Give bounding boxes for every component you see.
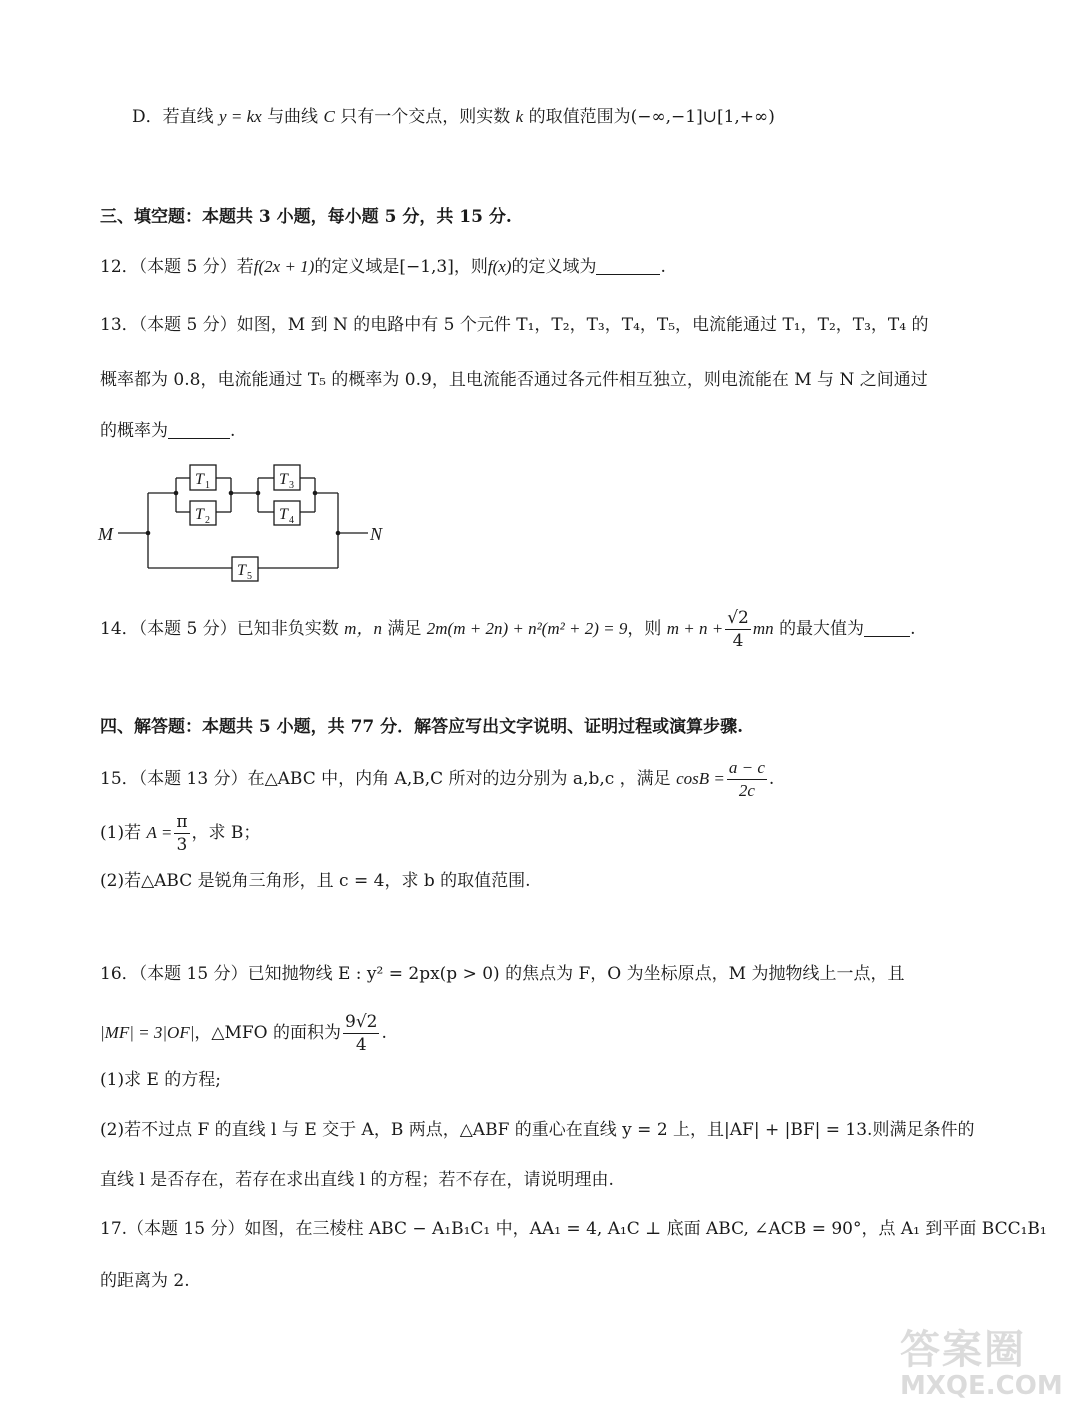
junction-dot [313,491,318,496]
question-12: 12．（本题 5 分）若f(2x + 1)的定义域是[−1,3]，则f(x)的定义域为 . [100,257,666,277]
label-t1-sub: 1 [205,480,210,491]
question-15: 15．（本题 13 分）在△ABC 中，内角 A,B,C 所对的边分别为 a,b,c ，满足 cosB = $\frac{a - c}{2c}$ . [100,758,775,800]
question-13-line-1: 13．（本题 5 分）如图，M 到 N 的电路中有 5 个元件 T₁，T₂，T₃，T₄，T₅，电流能通过 T₁，T₂，T₃，T₄ 的 [100,315,929,335]
fraction-sqrt2-over-4: $\frac{√2}{4}$ [727,608,749,651]
answer-blank-14 [864,618,910,637]
label-t2-sub: 2 [205,515,210,526]
question-16-line-2: |MF| = 3|OF|，△MFO 的面积为 $\frac{9√2}{4}$ . [100,1012,387,1055]
label-t4: T [279,506,288,523]
junction-dot [229,491,234,496]
label-t5-sub: 5 [247,571,252,582]
junction-dot [174,491,179,496]
label-t1: T [195,471,204,488]
question-13-line-3: 的概率为 . [100,421,236,441]
label-t3-sub: 3 [289,480,294,491]
question-16-line-1: 16．（本题 15 分）已知抛物线 E : y² = 2px(p > 0) 的焦点为 F，O 为坐标原点，M 为抛物线上一点，且 [100,964,905,984]
fraction-9sqrt2-over-4: $\frac{9√2}{4}$ [345,1012,378,1055]
label-m: M [98,524,113,544]
fraction-pi-over-3: $\frac{\pi}{3}$ [176,812,188,855]
junction-dot [336,531,341,536]
junction-dot [146,531,151,536]
question-13-line-2: 概率都为 0.8，电流能通过 T₅ 的概率为 0.9，且电流能否通过各元件相互独立，则电流能在 M 与 N 之间通过 [100,370,928,390]
watermark-text: 答案圈 [900,1327,1026,1373]
question-17-line-1: 17.（本题 15 分）如图，在三棱柱 ABC − A₁B₁C₁ 中，AA₁ = 4, A₁C ⊥ 底面 ABC, ∠ACB = 90°，点 A₁ 到平面 BCC₁B₁ [100,1219,1047,1239]
fraction-a-minus-c-over-2c: $\frac{a - c}{2c}$ [728,758,765,800]
question-16-part-1: (1)求 E 的方程; [100,1070,222,1090]
answer-blank-12 [596,256,660,275]
question-17-line-2: 的距离为 2. [100,1271,190,1291]
section-3-title: 三、填空题：本题共 3 小题，每小题 5 分，共 15 分. [100,207,512,227]
section-4-title: 四、解答题：本题共 5 小题，共 77 分．解答应写出文字说明、证明过程或演算步骤. [100,717,744,737]
watermark-url: MXQE.COM [900,1371,1063,1401]
circuit-diagram [96,452,396,587]
label-t4-sub: 4 [289,515,294,526]
question-15-part-2: (2)若△ABC 是锐角三角形，且 c = 4，求 b 的取值范围. [100,871,531,891]
junction-dot [256,491,261,496]
question-15-part-1: (1)若 A = $\frac{\pi}{3}$ ，求 B； [100,812,261,855]
question-16-part-2-line-1: (2)若不过点 F 的直线 l 与 E 交于 A，B 两点，△ABF 的重心在直线 y = 2 上，且|AF| + |BF| = 13.则满足条件的 [100,1120,975,1140]
label-t3: T [279,471,288,488]
option-d: D．若直线 y = kx 与曲线 C 只有一个交点，则实数 k 的取值范围为(−∞,−1]∪[1,+∞) [132,107,775,127]
answer-blank-13 [168,420,230,439]
question-14: 14．（本题 5 分）已知非负实数 m，n 满足 2m(m + 2n) + n²(m² + 2) = 9，则 m + n + $\frac{√2}{4}$ mn 的最大值为 . [100,608,916,651]
label-n: N [370,524,383,544]
watermark-logo [900,1318,1070,1408]
label-t5: T [237,562,246,579]
label-t2: T [195,506,204,523]
question-16-part-2-line-2: 直线 l 是否存在，若存在求出直线 l 的方程；若不存在，请说明理由. [100,1170,614,1190]
